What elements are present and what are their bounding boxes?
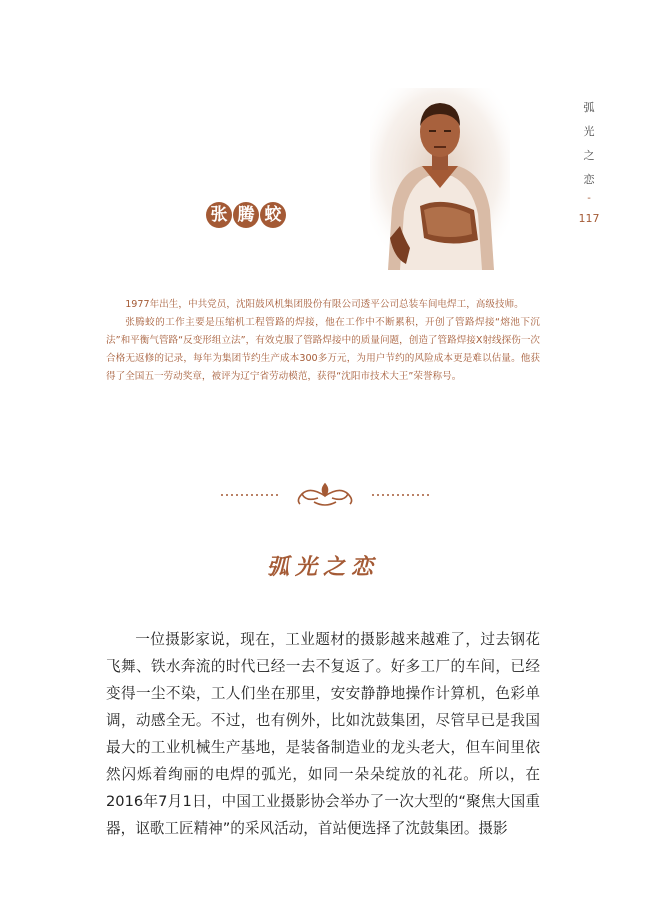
article-title: 弧光之恋 — [266, 554, 379, 580]
bio-paragraph: 1977年出生，中共党员，沈阳鼓风机集团股份有限公司透平公司总装车间电焊工，高级技师。 — [125, 299, 524, 310]
bio-section — [106, 296, 540, 386]
side-title-char: 恋 — [583, 173, 595, 186]
side-title-char: 之 — [583, 149, 595, 162]
side-dash: - — [587, 193, 591, 204]
portrait-image — [370, 88, 510, 270]
side-title-char: 弧 — [583, 101, 595, 114]
name-char: 蛟 — [260, 202, 286, 228]
bio-paragraph: 张腾蛟的工作主要是压缩机工程管路的焊接，他在工作中不断累积，开创了管路焊接“熔池下沉法”和平衡气管路“反变形组立法”，有效克服了管路焊接中的质量问题，创造了管路焊接X射线探伤一次合格无返修的记录，每年为集团节约生产成本300多万元，为用户节约的风险成本更是难以估量。他获得了全国五一劳动奖章，被评为辽宁省劳动模范，获得“沈阳市技术大王”荣誉称号。 — [106, 317, 541, 382]
body-paragraph: 一位摄影家说，现在，工业题材的摄影越来越难了，过去钢花飞舞、铁水奔流的时代已经一去不复返了。好多工厂的车间，已经变得一尘不染，工人们坐在那里，安安静静地操作计算机，色彩单调，动感全无。不过，也有例外，比如沈鼓集团，尽管早已是我国最大的工业机械生产基地，是装备制造业的龙头老大，但车间里依然闪烁着绚丽的电焊的弧光，如同一朵朵绽放的礼花。所以，在2016年7月1日，中国工业摄影协会举办了一次大型的“聚焦大国重器，讴歌工匠精神”的采风活动，首站便选择了沈鼓集团。摄影 — [106, 631, 540, 837]
article-body — [106, 626, 540, 842]
side-running-title — [578, 96, 600, 225]
page-number: 117 — [578, 212, 600, 225]
ornament-divider — [210, 478, 440, 508]
name-char: 张 — [206, 202, 232, 228]
name-char: 腾 — [233, 202, 259, 228]
side-title-char: 光 — [583, 125, 595, 138]
person-name-badges — [206, 202, 287, 228]
